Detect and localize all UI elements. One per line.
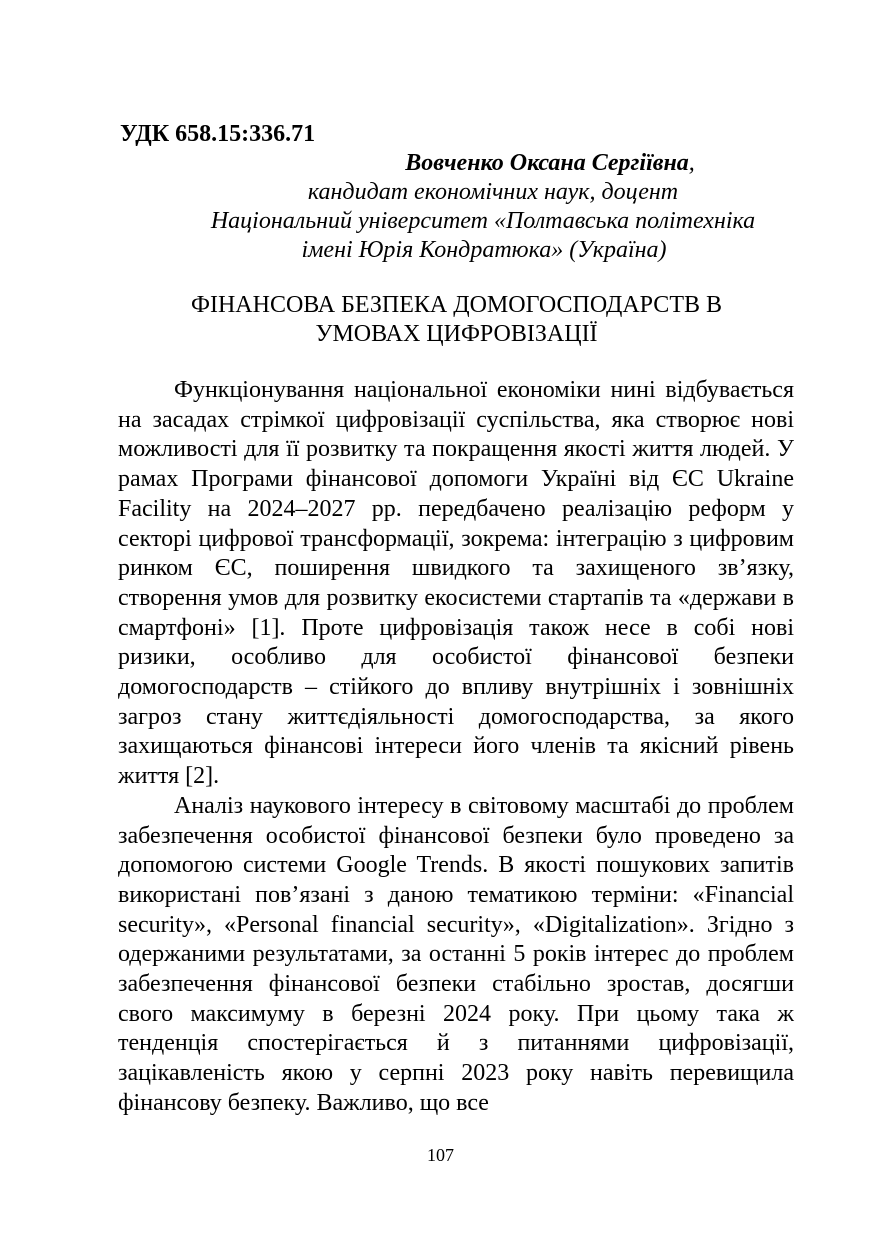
body-paragraph-1: Функціонування національної економіки нині відбувається на засадах стрімкої цифровізації суспільства, яка створює нові можливості для її розвитку та покращення якості життя людей. У рамах Програми фінансової допомоги Україні від ЄС Ukraine Facility на 2024–2027 рр. передбачено реалізацію реформ у секторі цифрової трансформації, зокрема: інтеграцію з цифровим ринком ЄС, поширення швидкого та захищеного зв’язку, створення умов для розвитку екосистеми стартапів та «держави в смартфоні» [1]. Проте цифровізація також несе в собі нові ризики, особливо для особистої фінансової безпеки домогосподарств – стійкого до впливу внутрішніх і зовнішніх загроз стану життєдіяльності домогосподарства, за якого захищаються фінансові інтереси його членів та якісний рівень життя [2].	[118, 377, 794, 790]
article-title-line-2: УМОВАХ ЦИФРОВІЗАЦІЇ	[315, 321, 598, 347]
author-name: Вовченко Оксана Сергіївна	[405, 150, 689, 176]
article-title	[120, 291, 793, 349]
author-name-line	[120, 149, 793, 178]
page-number: 107	[427, 1145, 454, 1165]
udc-code: УДК 658.15:336.71	[120, 121, 316, 147]
author-degree: кандидат економічних наук, доцент	[307, 179, 679, 205]
body-paragraph-2: Аналіз наукового інтересу в світовому масштабі до проблем забезпечення особистої фінансової безпеки було проведено за допомогою системи Google Trends. В якості пошукових запитів використані пов’язані з даною тематикою терміни: «Financial security», «Personal financial security», «Digitalization». Згідно з одержаними результатами, за останні 5 років інтерес до проблем забезпечення фінансової безпеки стабільно зростав, досягши свого максимуму в березні 2024 року. При цьому така ж тенденція спостерігається й з питаннями цифровізації, зацікавленість якою у серпні 2023 року навіть перевищила фінансову безпеку. Важливо, що все	[118, 792, 794, 1116]
article-title-line-1: ФІНАНСОВА БЕЗПЕКА ДОМОГОСПОДАРСТВ В	[191, 292, 722, 318]
affiliation-line-2: імені Юрія Кондратюка» (Україна)	[301, 237, 667, 263]
author-name-suffix: ,	[688, 150, 695, 176]
author-block	[120, 149, 793, 265]
affiliation-line-1: Національний університет «Полтавська політехніка	[210, 208, 756, 234]
article-body	[118, 376, 794, 1119]
